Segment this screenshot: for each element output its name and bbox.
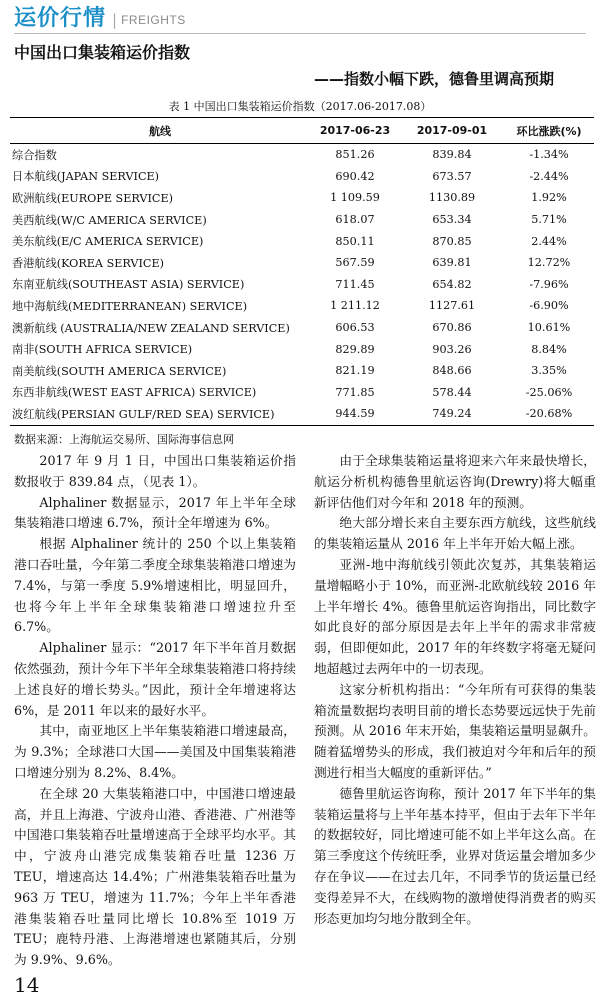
index-value-jun: 829.89 — [335, 342, 375, 356]
table-row — [10, 144, 594, 166]
paragraph: 绝大部分增长来自主要东西方航线，这些航线的集装箱运量从 2016 年上半年开始大幅上涨。 — [314, 515, 596, 552]
table-row — [10, 403, 594, 425]
header-rule — [14, 33, 586, 34]
index-value-sep: 839.84 — [432, 148, 472, 162]
index-value-sep: 848.66 — [432, 364, 472, 378]
index-value-jun: 821.19 — [335, 364, 375, 378]
index-value-jun: 1 211.12 — [330, 299, 380, 313]
body-column-right — [314, 451, 596, 929]
route-name: 南非(SOUTH AFRICA SERVICE) — [12, 343, 193, 357]
route-name: 美东航线(E/C AMERICA SERVICE) — [12, 235, 204, 249]
section-separator: | — [112, 11, 118, 29]
paragraph: 在全球 20 大集装箱港口中，中国港口增速最高，并且上海港、宁波舟山港、香港港、广州港等中国港口集装箱吞吐量增速高于全球平均水平。其中，宁波舟山港完成集装箱吞吐量 1236 万 TEU，增速高达 14.4%；广州港集装箱吞吐量为 963 万 TEU，增速为 11.7%；今年上半年香港港集装箱吞吐量同比增长 10.8%至 1019 万 TEU；鹿特丹港、上海港增速也紧随其后，分别为 9.9%、9.6%。 — [14, 785, 296, 968]
table-row — [10, 338, 594, 360]
index-value-jun: 771.85 — [335, 385, 375, 399]
route-name: 地中海航线(MEDITERRANEAN) SERVICE) — [12, 299, 248, 313]
table-row — [10, 230, 594, 252]
section-title: 运价行情 — [14, 6, 107, 31]
change-percent: 8.84% — [531, 342, 567, 356]
table-row — [10, 166, 594, 188]
route-name: 东西非航线(WEST EAST AFRICA) SERVICE) — [12, 386, 257, 400]
change-percent: 5.71% — [531, 213, 567, 227]
table-row — [10, 274, 594, 296]
route-name: 东南亚航线(SOUTHEAST ASIA) SERVICE) — [12, 278, 245, 292]
change-percent: -7.96% — [529, 277, 569, 291]
paragraph: 其中，南亚地区上半年集装箱港口增速最高，为 9.3%；全球港口大国——美国及中国集装箱港口增速分别为 8.2%、8.4%。 — [14, 723, 296, 780]
change-percent: -20.68% — [504, 403, 594, 425]
index-value-sep: 870.85 — [432, 234, 472, 248]
paragraph: 这家分析机构指出：“今年所有可获得的集装箱流量数据均表明目前的增长态势要远远快于先前预测。从 2016 年末开始，集装箱运量明显飙升。随着猛增势头的形成，我们被迫对今年和后年的预测进行相当大幅度的重新评估。” — [314, 681, 596, 780]
index-value-sep: 653.34 — [432, 213, 472, 227]
table-row — [10, 187, 594, 209]
column-header-change: 环比涨跌(%) — [504, 118, 594, 144]
route-name: 香港航线(KOREA SERVICE) — [12, 256, 165, 270]
route-name: 美西航线(W/C AMERICA SERVICE) — [12, 213, 207, 227]
article-subtitle: ——指数小幅下跌，德鲁里调高预期 — [313, 70, 554, 88]
index-value-sep: 670.86 — [432, 321, 472, 335]
change-percent: -25.06% — [525, 385, 573, 399]
change-percent: 10.61% — [527, 321, 571, 335]
route-name: 波红航线(PERSIAN GULF/RED SEA) SERVICE) — [10, 403, 310, 425]
page-number: 14 — [14, 973, 40, 997]
column-header-date-1: 2017-06-23 — [310, 118, 400, 144]
index-value-sep: 749.24 — [400, 403, 504, 425]
index-value-jun: 567.59 — [335, 256, 375, 270]
index-value-sep: 903.26 — [432, 342, 472, 356]
article-title: 中国出口集装箱运价指数 — [14, 43, 191, 62]
paragraph: 德鲁里航运咨询称，预计 2017 年下半年的集装箱运量将与上半年基本持平，但由于去年下半年的数据较好，同比增速可能不如上半年这么高。在第三季度这个传统旺季，业界对货运量会增加多少存在争议——在过去几年，不同季节的货运量已经变得差异不大，在线购物的激增使得消费者的购买形态更加均匀地分散到全年。 — [314, 785, 596, 926]
change-percent: 2.44% — [531, 234, 567, 248]
table-row — [10, 295, 594, 317]
paragraph: 由于全球集装箱运量将迎来六年来最快增长，航运分析机构德鲁里航运咨询(Drewry)将大幅重新评估他们对今年和 2018 年的预测。 — [314, 453, 596, 510]
table-row — [10, 252, 594, 274]
table-caption: 表 1 中国出口集装箱运价指数（2017.06-2017.08） — [168, 100, 432, 113]
table-row — [10, 317, 594, 339]
index-value-jun: 850.11 — [335, 234, 375, 248]
index-value-jun: 618.07 — [335, 213, 375, 227]
index-value-jun: 690.42 — [335, 169, 375, 183]
paragraph: Alphaliner 数据显示，2017 年上半年全球集装箱港口增速 6.7%，预计全年增速为 6%。 — [14, 494, 296, 531]
index-value-sep: 578.44 — [432, 385, 472, 399]
change-percent: 3.35% — [531, 364, 567, 378]
index-value-jun: 851.26 — [335, 148, 375, 162]
index-value-sep: 654.82 — [432, 277, 472, 291]
index-value-jun: 606.53 — [335, 321, 375, 335]
index-value-sep: 639.81 — [432, 256, 472, 270]
data-source-note: 数据来源：上海航运交易所、国际海事信息网 — [14, 433, 234, 446]
table-row — [10, 360, 594, 382]
column-header-date-2: 2017-09-01 — [400, 118, 504, 144]
table-row — [10, 209, 594, 231]
route-name: 综合指数 — [12, 148, 57, 162]
index-value-jun: 944.59 — [310, 403, 400, 425]
index-value-sep: 1127.61 — [428, 299, 476, 313]
change-percent: -6.90% — [529, 299, 569, 313]
freight-index-table — [10, 117, 594, 426]
route-name: 日本航线(JAPAN SERVICE) — [12, 170, 160, 184]
column-header-route: 航线 — [10, 118, 310, 144]
change-percent: -1.34% — [529, 148, 569, 162]
section-title-english: FREIGHTS — [121, 13, 186, 27]
section-header — [14, 6, 186, 32]
table-header-row — [10, 118, 594, 144]
table-row — [10, 382, 594, 404]
route-name: 澳新航线 (AUSTRALIA/NEW ZEALAND SERVICE) — [12, 321, 290, 335]
change-percent: 12.72% — [527, 256, 571, 270]
change-percent: -2.44% — [529, 169, 569, 183]
index-value-sep: 1130.89 — [428, 191, 476, 205]
body-column-left — [14, 451, 296, 971]
index-value-jun: 1 109.59 — [330, 191, 380, 205]
paragraph: 亚洲-地中海航线引领此次复苏，其集装箱运量增幅略小于 10%，而亚洲-北欧航线较 2016 年上半年增长 4%。德鲁里航运咨询指出，同比数字如此良好的部分原因是去年上半年的需求非常疲弱，但即便如此，2017 年的年终数字将毫无疑问地超越过去两年中的一切表现。 — [314, 556, 596, 676]
paragraph: Alphaliner 显示：“2017 年下半年首月数据依然强劲，预计今年下半年全球集装箱港口将持续上述良好的增长势头。”因此，预计全年增速将达 6%，是 2011 年以来的最好水平。 — [14, 640, 296, 718]
paragraph: 2017 年 9 月 1 日，中国出口集装箱运价指数报收于 839.84 点，（见表 1）。 — [14, 453, 296, 489]
paragraph: 根据 Alphaliner 统计的 250 个以上集装箱港口吞吐量，今年第二季度全球集装箱港口增速为 7.4%，与第一季度 5.9%增速相比，明显回升，也将今年上半年全球集装箱港口增速拉升至 6.7%。 — [14, 536, 296, 635]
route-name: 欧洲航线(EUROPE SERVICE) — [12, 191, 174, 205]
change-percent: 1.92% — [531, 191, 567, 205]
index-value-jun: 711.45 — [335, 277, 375, 291]
index-value-sep: 673.57 — [432, 169, 472, 183]
route-name: 南美航线(SOUTH AMERICA SERVICE) — [12, 364, 227, 378]
